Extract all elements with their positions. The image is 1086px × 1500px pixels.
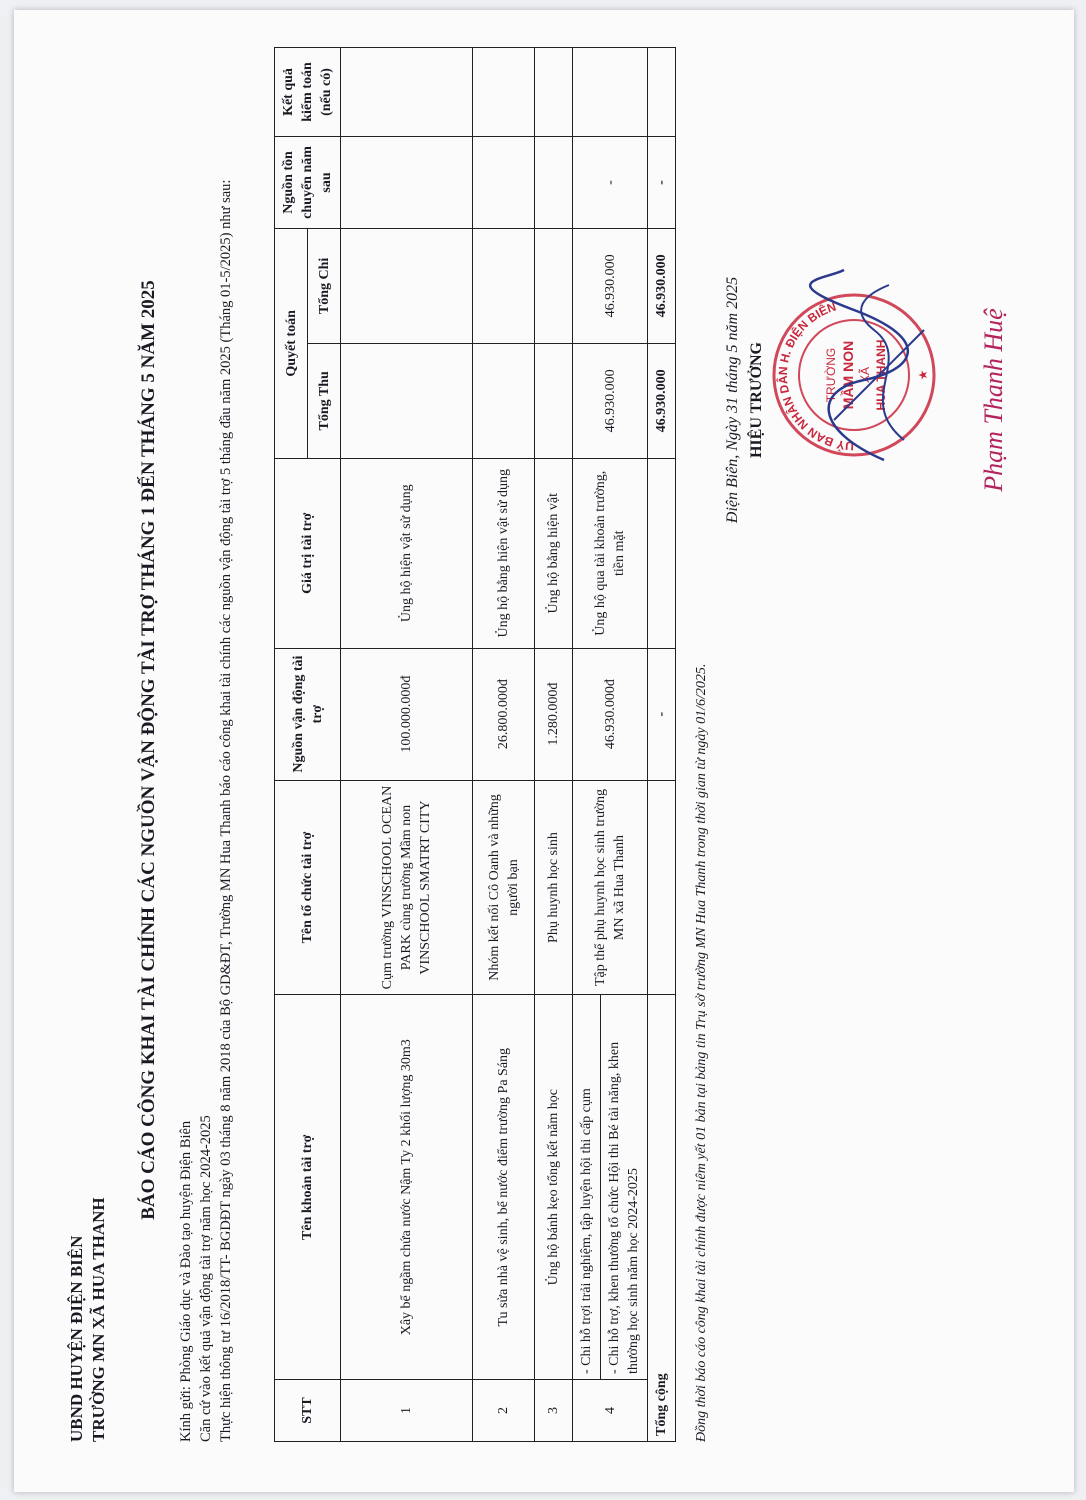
cell-audit	[341, 48, 473, 137]
cell-stt: 1	[341, 1380, 473, 1442]
cell-item: Xây bể ngầm chứa nước Nậm Ty 2 khối lượng 30m3	[341, 995, 473, 1380]
col-total-in: Tổng Thu	[308, 343, 341, 458]
cell-value: Ủng hộ bằng hiện vật	[535, 458, 573, 648]
col-carryover: Nguồn tồn chuyển năm sau	[275, 137, 341, 229]
cell-total-in	[473, 343, 535, 458]
document-page	[14, 10, 1074, 1492]
stamp-center-4: HUA THANH	[874, 339, 888, 411]
cell-total-in	[535, 343, 573, 458]
cell-item: Ủng hộ bánh kẹo tổng kết năm học	[535, 995, 573, 1380]
table-row	[573, 48, 601, 1442]
col-item: Tên khoản tài trợ	[275, 995, 341, 1380]
cell-total-in: 46.930.000	[573, 343, 648, 458]
cell-item: Tu sửa nhà vệ sinh, bể nước điểm trường Pa Sáng	[473, 995, 535, 1380]
issuer-header	[66, 1197, 110, 1442]
sponsorship-table	[274, 47, 676, 1442]
cell-source: 1.280.000đ	[535, 648, 573, 780]
implementation-line: Thực hiện thông tư 16/2018/TT- BGDĐT ngày 03 tháng 8 năm 2018 của Bộ GD&ĐT, Trường MN Hua Thanh báo cáo công khai tài chính các nguồn vận động tài trợ 5 tháng đầu năm 2025 (Tháng 01-5/2025) như sau:	[218, 179, 234, 1442]
cell-value: Ủng hộ qua tài khoản trường, tiền mặt	[573, 458, 648, 648]
cell-org: Tập thể phụ huynh học sinh trường MN xã Hua Thanh	[573, 780, 648, 995]
recipient-line: Kính gửi: Phòng Giáo dục và Đào tạo huyện Điện Biên	[178, 1120, 194, 1442]
cell-total-out: 46.930.000	[573, 228, 648, 343]
col-value: Giá trị tài trợ	[275, 458, 341, 648]
cell-total-out	[473, 228, 535, 343]
posting-note: Đồng thời báo cáo công khai tài chính được niêm yết 01 bản tại bảng tin Trụ sở trường MN Hua Thanh trong thời gian từ ngày 01/6/2025.	[694, 663, 709, 1442]
total-carryover: -	[648, 137, 676, 229]
issuer-line-2: TRƯỜNG MN XÃ HUA THANH	[89, 1197, 108, 1442]
total-out: 46.930.000	[648, 228, 676, 343]
stamp-center-2: MẦM NON	[840, 340, 856, 410]
col-total-out: Tổng Chi	[308, 228, 341, 343]
cell-value: Ủng hộ hiện vật sử dụng	[341, 458, 473, 648]
cell-org: Phụ huynh học sinh	[535, 780, 573, 995]
table-row	[473, 48, 535, 1442]
total-in: 46.930.000	[648, 343, 676, 458]
total-source: -	[648, 648, 676, 780]
signature-scribble	[794, 260, 954, 480]
cell-total-out	[341, 228, 473, 343]
cell-total-in	[341, 343, 473, 458]
total-row	[648, 48, 676, 1442]
total-label: Tổng cộng	[648, 995, 676, 1442]
stamp-star-icon: ★	[916, 369, 930, 381]
total-value	[648, 458, 676, 648]
stamp-ring-text: UỶ BAN NHÂN DÂN H. ĐIỆN BIÊN	[775, 299, 855, 454]
col-source: Nguồn vận động tài trợ	[275, 648, 341, 780]
signer-name: Phạm Thanh Huệ	[979, 308, 1008, 492]
rotated-report	[34, 30, 1064, 1470]
cell-org: Nhóm kết nối Cô Oanh và những người bạn	[473, 780, 535, 995]
col-org: Tên tổ chức tài trợ	[275, 780, 341, 995]
cell-item-a: - Chi hỗ trợi trải nghiệm, tập luyện hội thi cấp cụm	[573, 995, 601, 1380]
stamp-center-3: XÃ	[858, 366, 872, 384]
cell-value: Ủng hộ bằng hiện vật sử dụng	[473, 458, 535, 648]
sign-role: HIỆU TRƯỞNG	[748, 342, 765, 459]
cell-source: 100.000.000đ	[341, 648, 473, 780]
intro-block	[176, 52, 236, 1442]
sign-date: Điện Biên, Ngày 31 tháng 5 năm 2025	[724, 276, 741, 524]
col-audit: Kết quả kiểm toán (nếu có)	[275, 48, 341, 137]
cell-carryover: -	[573, 137, 648, 229]
cell-item-b: - Chi hỗ trợ, khen thưởng tổ chức Hội thi Bé tài năng, khen thưởng học sinh năm học 2024-2025	[601, 995, 648, 1380]
cell-source: 26.800.000đ	[473, 648, 535, 780]
table-row	[341, 48, 473, 1442]
cell-audit	[535, 48, 573, 137]
table-row	[535, 48, 573, 1442]
cell-stt: 2	[473, 1380, 535, 1442]
report-title: BÁO CÁO CÔNG KHAI TÀI CHÍNH CÁC NGUỒN VẬN ĐỘNG TÀI TRỢ THÁNG 1 ĐẾN THÁNG 5 NĂM 2025	[138, 280, 159, 1220]
cell-carryover	[473, 137, 535, 229]
cell-source: 46.930.000đ	[573, 648, 648, 780]
cell-audit	[573, 48, 648, 137]
header-row-1	[275, 48, 308, 1442]
col-stt: STT	[275, 1380, 341, 1442]
cell-carryover	[535, 137, 573, 229]
basis-line: Căn cứ vào kết quả vận động tài trợ năm học 2024-2025	[198, 1115, 214, 1442]
issuer-line-1: UBND HUYỆN ĐIỆN BIÊN	[67, 1235, 86, 1442]
cell-stt: 3	[535, 1380, 573, 1442]
cell-stt: 4	[573, 1380, 648, 1442]
total-audit	[648, 48, 676, 137]
total-org	[648, 780, 676, 995]
cell-total-out	[535, 228, 573, 343]
col-settlement: Quyết toán	[275, 228, 308, 458]
cell-audit	[473, 48, 535, 137]
cell-org: Cụm trường VINSCHOOL OCEAN PARK cùng trường Mầm non VINSCHOOL SMATRT CITY	[341, 780, 473, 995]
stamp-center-1: TRƯỜNG	[824, 347, 838, 403]
cell-carryover	[341, 137, 473, 229]
